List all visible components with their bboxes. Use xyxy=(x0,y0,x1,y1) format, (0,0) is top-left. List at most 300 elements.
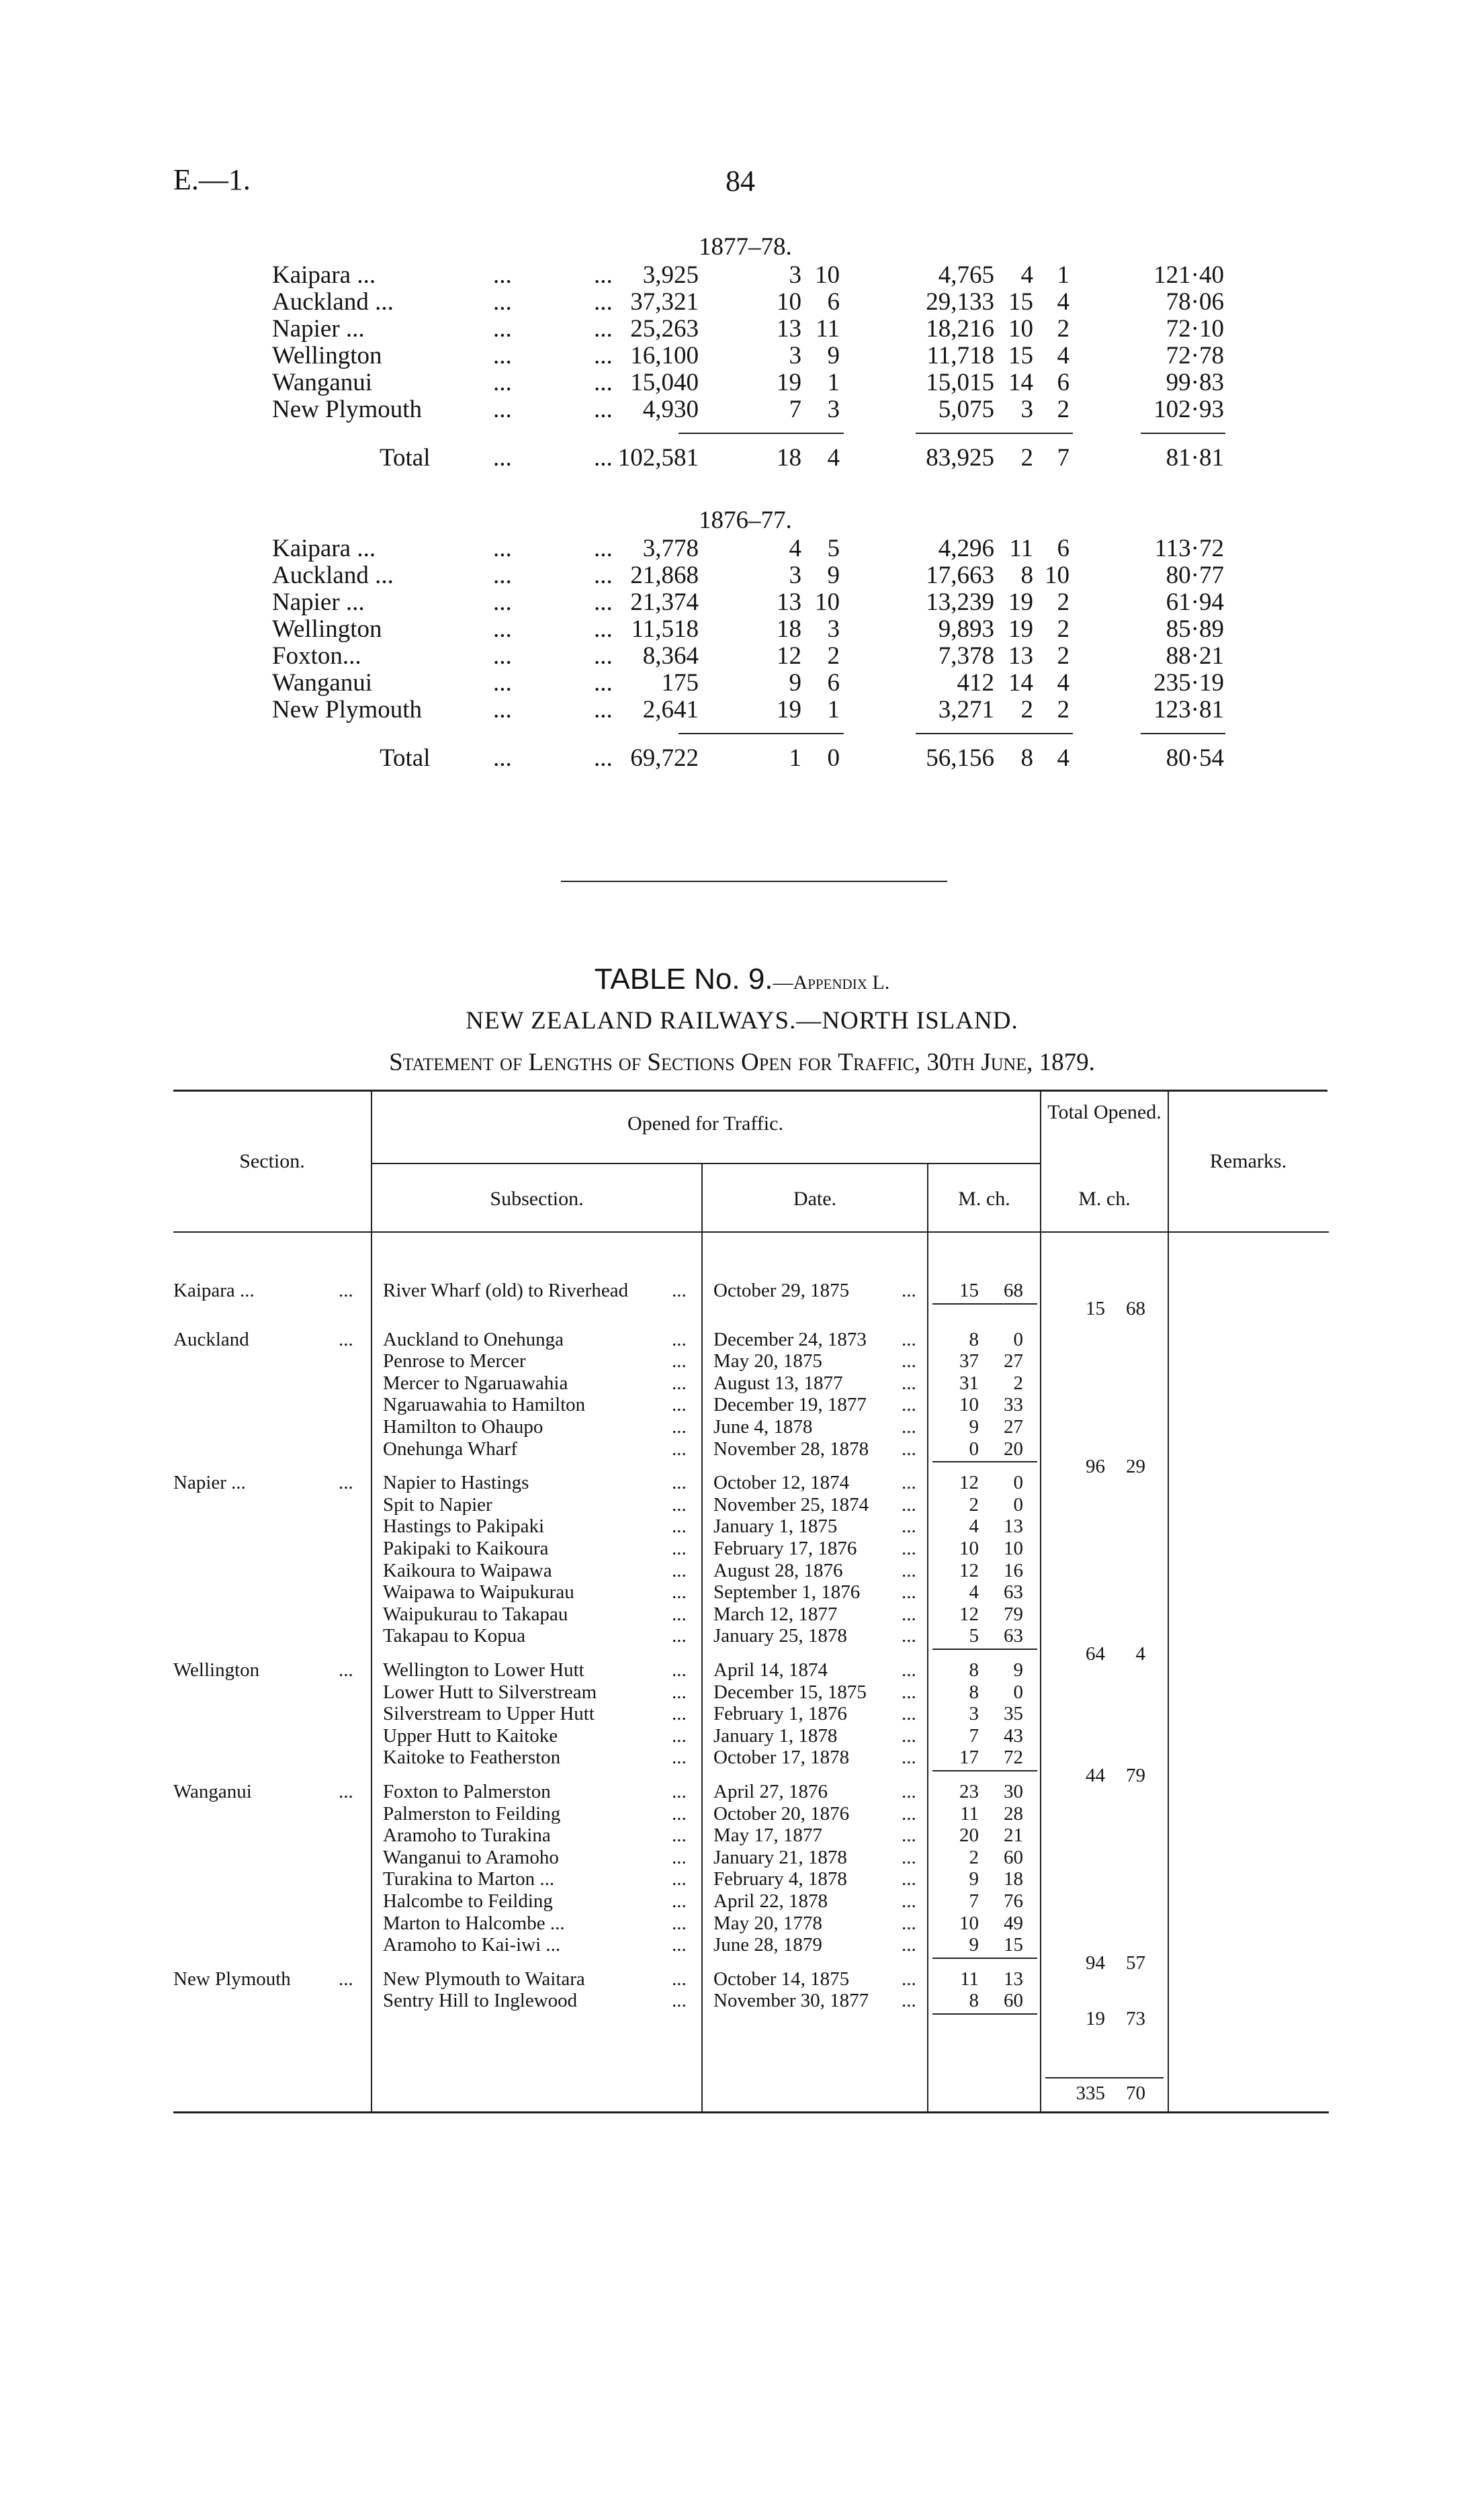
leader-dots: ... xyxy=(672,1968,687,1990)
leader-dots: ... xyxy=(672,1747,687,1769)
amount-pounds: 37,321 xyxy=(630,288,699,316)
amount-pounds: 2,641 xyxy=(642,696,699,724)
section-name: Auckland xyxy=(173,1328,249,1350)
amount-pounds: 175 xyxy=(661,669,699,697)
table-statement: Statement of Lengths of Sections Open for Traffic, 30th June, 1879. xyxy=(389,1049,1095,1076)
leader-dots: ... xyxy=(594,562,613,589)
subsection-name: Mercer to Ngaruawahia xyxy=(383,1372,568,1394)
amount-pence: 9 xyxy=(827,342,840,369)
length-chains: 79 xyxy=(1004,1603,1023,1625)
section-name: Wellington xyxy=(173,1659,260,1681)
header-date: Date. xyxy=(793,1188,837,1210)
length-chains: 28 xyxy=(1004,1802,1023,1825)
amount-pence: 11 xyxy=(816,315,840,343)
amount-pounds: 3,778 xyxy=(642,535,699,562)
table-row xyxy=(0,1372,1484,1395)
total-amount-pence: 0 xyxy=(827,744,840,772)
table-row xyxy=(0,1659,1484,1681)
percentage: 72·78 xyxy=(1166,342,1224,369)
leader-dots: ... xyxy=(672,1394,687,1416)
group-total-chains: 4 xyxy=(1135,1643,1145,1665)
length-miles: 15 xyxy=(959,1280,979,1301)
district-name: Napier ... xyxy=(272,315,365,343)
amount-pounds: 4,930 xyxy=(642,396,699,423)
year-label: 1877–78. xyxy=(699,233,792,261)
leader-dots: ... xyxy=(902,1681,916,1703)
length-chains: 13 xyxy=(1004,1516,1023,1538)
leader-dots: ... xyxy=(672,1659,687,1681)
length-chains: 30 xyxy=(1004,1781,1023,1802)
leader-dots: ... xyxy=(672,1538,687,1559)
table-row xyxy=(0,1472,1484,1494)
table-row xyxy=(0,1280,1484,1302)
table-row xyxy=(0,1516,1484,1538)
leader-dots: ... xyxy=(902,1625,916,1647)
length-chains: 16 xyxy=(1004,1559,1023,1581)
amount-shillings: 12 xyxy=(777,642,801,670)
amount-shillings: 9 xyxy=(789,669,801,697)
amount-pence: 6 xyxy=(827,288,840,316)
total-label: Total xyxy=(380,444,431,472)
total-cost-shillings: 2 xyxy=(1020,444,1033,472)
percentage: 80·77 xyxy=(1166,562,1224,589)
length-chains: 35 xyxy=(1004,1703,1023,1725)
subsection-name: Silverstream to Upper Hutt xyxy=(383,1703,595,1725)
table-row xyxy=(0,1416,1484,1438)
cost-pounds: 11,718 xyxy=(926,342,994,369)
header-remarks: Remarks. xyxy=(1209,1150,1287,1172)
group-subtotal-rule xyxy=(932,1958,1037,1959)
amount-pounds: 21,868 xyxy=(630,562,699,589)
table-row xyxy=(0,1625,1484,1647)
subsection-name: Kaikoura to Waipawa xyxy=(383,1559,552,1581)
grand-total-chains: 70 xyxy=(1126,2082,1145,2104)
length-chains: 0 xyxy=(1013,1328,1023,1350)
percentage: 78·06 xyxy=(1166,288,1224,316)
leader-dots: ... xyxy=(339,1968,353,1990)
subsection-name: Penrose to Mercer xyxy=(383,1350,526,1372)
leader-dots: ... xyxy=(594,261,613,289)
table-head-rule xyxy=(173,1231,1329,1233)
subtotal-rule-amount xyxy=(679,433,844,434)
group-total-miles: 94 xyxy=(1086,1952,1105,1974)
total-label: Total xyxy=(380,744,431,772)
table-row xyxy=(0,1329,1484,1351)
length-miles: 31 xyxy=(959,1372,979,1394)
percentage: 123·81 xyxy=(1153,696,1224,724)
table-bottom-rule xyxy=(173,2111,1329,2113)
percentage: 102·93 xyxy=(1153,396,1224,423)
leader-dots: ... xyxy=(672,1416,687,1438)
percentage: 113·72 xyxy=(1154,535,1224,562)
cost-pounds: 7,378 xyxy=(938,642,994,670)
length-chains: 43 xyxy=(1004,1724,1023,1747)
cost-pounds: 29,133 xyxy=(926,288,994,316)
cost-pence: 1 xyxy=(1057,261,1070,289)
length-miles: 37 xyxy=(959,1350,979,1372)
subsection-name: Napier to Hastings xyxy=(383,1472,529,1494)
leader-dots: ... xyxy=(902,1825,916,1847)
subsection-name: Halcombe to Feilding xyxy=(383,1890,553,1912)
opened-date: January 25, 1878 xyxy=(713,1625,847,1647)
leader-dots: ... xyxy=(672,1846,687,1868)
total-cost-pence: 7 xyxy=(1057,444,1070,472)
leader-dots: ... xyxy=(493,369,512,396)
leader-dots: ... xyxy=(902,1603,916,1625)
leader-dots: ... xyxy=(672,1625,687,1647)
table-top-rule xyxy=(173,1090,1327,1092)
leader-dots: ... xyxy=(493,562,512,589)
amount-shillings: 13 xyxy=(777,315,801,343)
subsection-name: River Wharf (old) to Riverhead xyxy=(383,1280,629,1301)
length-miles: 17 xyxy=(959,1747,979,1769)
length-chains: 63 xyxy=(1004,1581,1023,1604)
percentage: 88·21 xyxy=(1166,642,1224,670)
leader-dots: ... xyxy=(493,696,512,724)
header-total-mch: M. ch. xyxy=(1078,1188,1131,1210)
grand-total-rule xyxy=(1045,2077,1164,2078)
opened-date: October 12, 1874 xyxy=(713,1472,850,1494)
cost-shillings: 19 xyxy=(1008,615,1033,643)
table-title xyxy=(0,962,1484,996)
length-chains: 9 xyxy=(1013,1659,1023,1681)
percentage: 99·83 xyxy=(1166,369,1224,396)
opened-date: April 27, 1876 xyxy=(713,1781,828,1802)
cost-pence: 2 xyxy=(1057,315,1070,343)
length-miles: 10 xyxy=(959,1912,979,1934)
leader-dots: ... xyxy=(493,444,512,472)
leader-dots: ... xyxy=(594,588,613,616)
opened-date: February 1, 1876 xyxy=(713,1703,847,1725)
cost-shillings: 15 xyxy=(1008,288,1033,316)
cost-pounds: 4,296 xyxy=(938,535,994,562)
group-total-miles: 19 xyxy=(1086,2008,1105,2029)
leader-dots: ... xyxy=(594,744,613,772)
cost-shillings: 3 xyxy=(1020,396,1033,423)
leader-dots: ... xyxy=(672,1372,687,1394)
opened-date: January 21, 1878 xyxy=(713,1846,847,1868)
length-chains: 27 xyxy=(1004,1416,1023,1438)
leader-dots: ... xyxy=(672,1802,687,1825)
group-subtotal-rule xyxy=(932,1461,1037,1462)
leader-dots: ... xyxy=(902,1280,916,1301)
subsection-name: Foxton to Palmerston xyxy=(383,1781,551,1802)
cost-shillings: 11 xyxy=(1009,535,1033,562)
cost-pence: 2 xyxy=(1057,615,1070,643)
leader-dots: ... xyxy=(672,1493,687,1516)
leader-dots: ... xyxy=(672,1912,687,1934)
leader-dots: ... xyxy=(493,744,512,772)
header-mch: M. ch. xyxy=(958,1188,1010,1210)
leader-dots: ... xyxy=(902,1659,916,1681)
length-miles: 12 xyxy=(959,1603,979,1625)
leader-dots: ... xyxy=(672,1559,687,1581)
total-amount-pence: 4 xyxy=(827,444,840,472)
length-miles: 9 xyxy=(969,1416,979,1438)
leader-dots: ... xyxy=(594,696,613,724)
length-chains: 63 xyxy=(1004,1625,1023,1647)
subsection-name: Hamilton to Ohaupo xyxy=(383,1416,543,1438)
length-chains: 2 xyxy=(1013,1372,1023,1394)
leader-dots: ... xyxy=(594,444,613,472)
amount-shillings: 13 xyxy=(777,588,801,616)
subsection-name: Kaitoke to Featherston xyxy=(383,1747,561,1769)
cost-pounds: 412 xyxy=(957,669,994,697)
length-chains: 76 xyxy=(1004,1890,1023,1912)
cost-pence: 6 xyxy=(1057,369,1070,396)
amount-pounds: 15,040 xyxy=(630,369,699,396)
leader-dots: ... xyxy=(493,642,512,670)
length-miles: 20 xyxy=(959,1825,979,1847)
amount-pence: 1 xyxy=(827,369,840,396)
table-row xyxy=(0,1538,1484,1560)
opened-date: December 24, 1873 xyxy=(713,1328,867,1350)
length-miles: 5 xyxy=(969,1625,979,1647)
amount-shillings: 19 xyxy=(777,696,801,724)
cost-shillings: 14 xyxy=(1008,669,1033,697)
opened-date: October 14, 1875 xyxy=(713,1968,850,1990)
opened-date: June 28, 1879 xyxy=(713,1934,822,1956)
table-row xyxy=(0,1934,1484,1956)
total-percentage: 80·54 xyxy=(1166,744,1224,772)
subsection-name: Hastings to Pakipaki xyxy=(383,1516,545,1538)
leader-dots: ... xyxy=(902,1581,916,1604)
leader-dots: ... xyxy=(672,1781,687,1802)
amount-pence: 6 xyxy=(827,669,840,697)
amount-shillings: 3 xyxy=(789,342,801,369)
subsection-name: Spit to Napier xyxy=(383,1493,492,1516)
header-total-opened: Total Opened. xyxy=(1047,1101,1162,1123)
opened-date: April 14, 1874 xyxy=(713,1659,828,1681)
subsection-name: Takapau to Kopua xyxy=(383,1625,526,1647)
leader-dots: ... xyxy=(339,1781,353,1802)
leader-dots: ... xyxy=(594,642,613,670)
district-name: Foxton... xyxy=(272,642,361,670)
length-miles: 0 xyxy=(969,1438,979,1460)
subtotal-rule-amount xyxy=(679,733,844,734)
length-miles: 8 xyxy=(969,1328,979,1350)
subsection-name: Onehunga Wharf xyxy=(383,1438,517,1460)
table-row xyxy=(0,1703,1484,1725)
leader-dots: ... xyxy=(339,1328,353,1350)
length-miles: 12 xyxy=(959,1472,979,1494)
table-row xyxy=(0,1681,1484,1704)
district-name: Wanganui xyxy=(272,669,373,697)
length-miles: 9 xyxy=(969,1934,979,1956)
percentage: 72·10 xyxy=(1166,315,1224,343)
amount-shillings: 3 xyxy=(789,261,801,289)
leader-dots: ... xyxy=(493,342,512,369)
subsection-name: Palmerston to Feilding xyxy=(383,1802,561,1825)
amount-pounds: 3,925 xyxy=(642,261,699,289)
leader-dots: ... xyxy=(672,1890,687,1912)
leader-dots: ... xyxy=(594,535,613,562)
total-amount-pounds: 102,581 xyxy=(617,444,699,472)
group-total-chains: 57 xyxy=(1126,1952,1145,1974)
subsection-name: Wellington to Lower Hutt xyxy=(383,1659,584,1681)
cost-pence: 2 xyxy=(1057,642,1070,670)
cost-shillings: 15 xyxy=(1008,342,1033,369)
leader-dots: ... xyxy=(902,1538,916,1559)
amount-shillings: 18 xyxy=(777,615,801,643)
subsection-name: Lower Hutt to Silverstream xyxy=(383,1681,597,1703)
length-chains: 33 xyxy=(1004,1394,1023,1416)
amount-pence: 1 xyxy=(827,696,840,724)
opened-date: November 30, 1877 xyxy=(713,1990,869,2012)
table-row xyxy=(0,1825,1484,1847)
leader-dots: ... xyxy=(902,1890,916,1912)
table-row xyxy=(0,1438,1484,1460)
length-miles: 8 xyxy=(969,1990,979,2012)
district-name: Kaipara ... xyxy=(272,261,376,289)
opened-date: December 15, 1875 xyxy=(713,1681,867,1703)
opened-date: November 28, 1878 xyxy=(713,1438,869,1460)
opened-date: August 28, 1876 xyxy=(713,1559,843,1581)
opened-date: May 20, 1778 xyxy=(713,1912,822,1934)
table-row xyxy=(0,1781,1484,1803)
length-chains: 72 xyxy=(1004,1747,1023,1769)
table-row xyxy=(0,1890,1484,1913)
table-row xyxy=(0,1913,1484,1935)
leader-dots: ... xyxy=(902,1438,916,1460)
leader-dots: ... xyxy=(902,1934,916,1956)
leader-dots: ... xyxy=(902,1912,916,1934)
opened-date: January 1, 1878 xyxy=(713,1724,838,1747)
amount-pence: 3 xyxy=(827,396,840,423)
leader-dots: ... xyxy=(594,369,613,396)
section-name: Wanganui xyxy=(173,1781,252,1802)
leader-dots: ... xyxy=(493,261,512,289)
length-chains: 0 xyxy=(1013,1472,1023,1494)
separator-rule xyxy=(561,881,947,882)
subsection-name: Pakipaki to Kaikoura xyxy=(383,1538,549,1559)
group-total-miles: 64 xyxy=(1086,1643,1105,1665)
opened-date: April 22, 1878 xyxy=(713,1890,828,1912)
table-appendix: —Appendix L. xyxy=(773,971,890,994)
group-subtotal-rule xyxy=(932,1770,1037,1771)
cost-shillings: 2 xyxy=(1020,696,1033,724)
subsection-name: Aramoho to Kai-iwi ... xyxy=(383,1934,561,1956)
length-miles: 23 xyxy=(959,1781,979,1802)
leader-dots: ... xyxy=(594,342,613,369)
leader-dots: ... xyxy=(672,1350,687,1372)
cost-pounds: 15,015 xyxy=(926,369,994,396)
amount-pounds: 8,364 xyxy=(642,642,699,670)
length-chains: 0 xyxy=(1013,1493,1023,1516)
year-label: 1876–77. xyxy=(699,507,792,534)
group-total-chains: 79 xyxy=(1126,1765,1145,1786)
cost-shillings: 19 xyxy=(1008,588,1033,616)
leader-dots: ... xyxy=(493,615,512,643)
subsection-name: Waipawa to Waipukurau xyxy=(383,1581,574,1604)
cost-pence: 4 xyxy=(1057,669,1070,697)
leader-dots: ... xyxy=(672,1681,687,1703)
leader-dots: ... xyxy=(339,1472,353,1494)
subtotal-rule-cost xyxy=(916,433,1073,434)
leader-dots: ... xyxy=(672,1280,687,1301)
leader-dots: ... xyxy=(902,1747,916,1769)
amount-pence: 5 xyxy=(827,535,840,562)
total-cost-pounds: 83,925 xyxy=(926,444,994,472)
leader-dots: ... xyxy=(902,1328,916,1350)
district-name: Napier ... xyxy=(272,588,365,616)
length-chains: 13 xyxy=(1004,1968,1023,1990)
total-amount-pounds: 69,722 xyxy=(630,744,699,772)
percentage: 235·19 xyxy=(1153,669,1224,697)
amount-pounds: 21,374 xyxy=(630,588,699,616)
cost-pounds: 9,893 xyxy=(938,615,994,643)
length-chains: 60 xyxy=(1004,1990,1023,2012)
subsection-name: Sentry Hill to Inglewood xyxy=(383,1990,578,2012)
section-name: New Plymouth xyxy=(173,1968,291,1990)
length-chains: 49 xyxy=(1004,1912,1023,1934)
leader-dots: ... xyxy=(672,1703,687,1725)
opened-date: November 25, 1874 xyxy=(713,1493,869,1516)
group-total-chains: 29 xyxy=(1126,1456,1145,1478)
leader-dots: ... xyxy=(672,1603,687,1625)
district-name: Wellington xyxy=(272,615,382,643)
leader-dots: ... xyxy=(594,288,613,316)
length-chains: 0 xyxy=(1013,1681,1023,1703)
leader-dots: ... xyxy=(902,1802,916,1825)
document-code: E.—1. xyxy=(173,163,251,196)
group-subtotal-rule xyxy=(932,2013,1037,2015)
group-subtotal-rule xyxy=(932,1649,1037,1650)
leader-dots: ... xyxy=(493,669,512,697)
subsection-name: New Plymouth to Waitara xyxy=(383,1968,585,1990)
leader-dots: ... xyxy=(902,1493,916,1516)
leader-dots: ... xyxy=(672,1328,687,1350)
length-miles: 3 xyxy=(969,1703,979,1725)
leader-dots: ... xyxy=(902,1990,916,2012)
table-row xyxy=(0,1350,1484,1372)
length-miles: 7 xyxy=(969,1890,979,1912)
table-number: TABLE No. 9. xyxy=(594,963,773,996)
leader-dots: ... xyxy=(902,1416,916,1438)
cost-pence: 2 xyxy=(1057,396,1070,423)
leader-dots: ... xyxy=(672,1724,687,1747)
leader-dots: ... xyxy=(902,1968,916,1990)
table-row xyxy=(0,1494,1484,1516)
leader-dots: ... xyxy=(672,1581,687,1604)
leader-dots: ... xyxy=(594,669,613,697)
length-miles: 4 xyxy=(969,1516,979,1538)
length-miles: 11 xyxy=(960,1968,979,1990)
subtotal-rule-cost xyxy=(916,733,1073,734)
subsection-name: Turakina to Marton ... xyxy=(383,1868,555,1890)
amount-pence: 2 xyxy=(827,642,840,670)
cost-pounds: 3,271 xyxy=(938,696,994,724)
opened-date: May 20, 1875 xyxy=(713,1350,822,1372)
subtotal-rule-percent xyxy=(1141,433,1225,434)
subsection-name: Auckland to Onehunga xyxy=(383,1328,564,1350)
amount-pence: 3 xyxy=(827,615,840,643)
section-name: Kaipara ... xyxy=(173,1280,255,1301)
leader-dots: ... xyxy=(672,1825,687,1847)
leader-dots: ... xyxy=(902,1724,916,1747)
table-row xyxy=(0,1990,1484,2012)
opened-date: December 19, 1877 xyxy=(713,1394,867,1416)
subtotal-rule-percent xyxy=(1141,733,1225,734)
leader-dots: ... xyxy=(902,1868,916,1890)
district-name: New Plymouth xyxy=(272,696,423,724)
table-row xyxy=(0,1581,1484,1604)
leader-dots: ... xyxy=(902,1846,916,1868)
cost-pence: 10 xyxy=(1045,562,1070,589)
total-cost-pence: 4 xyxy=(1057,744,1070,772)
total-amount-shillings: 18 xyxy=(777,444,801,472)
length-miles: 9 xyxy=(969,1868,979,1890)
